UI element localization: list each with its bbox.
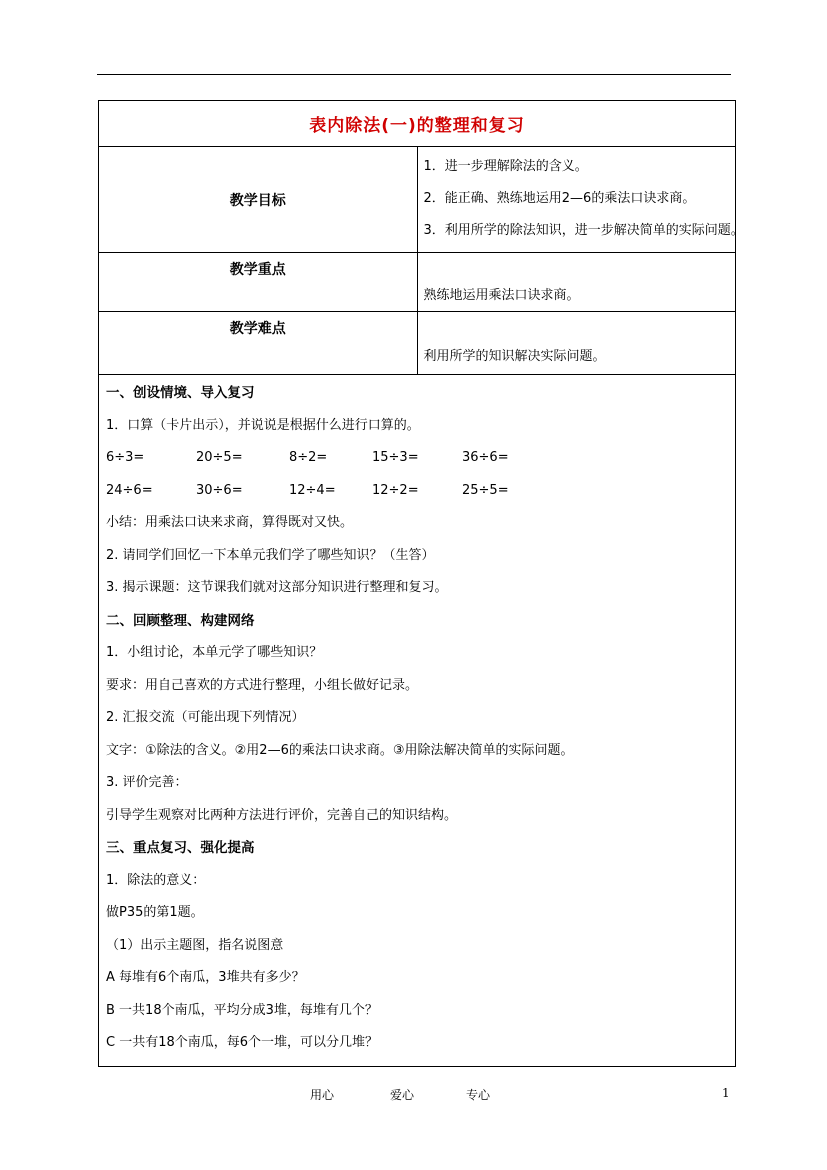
body-line: A 每堆有6个南瓜，3堆共有多少？ bbox=[106, 970, 305, 985]
calc-item: 24÷6= bbox=[106, 482, 153, 498]
lesson-body bbox=[99, 375, 736, 1067]
section-heading: 二、回顾整理、构建网络 bbox=[106, 612, 255, 629]
difficulty-label: 教学难点 bbox=[99, 312, 418, 375]
calc-item: 12÷4= bbox=[289, 482, 336, 498]
key-point-text: 熟练地运用乘法口诀求商。 bbox=[417, 253, 736, 312]
body-line: B 一共18个南瓜，平均分成3堆，每堆有几个？ bbox=[106, 1002, 378, 1018]
calc-item: 12÷2= bbox=[372, 482, 419, 498]
key-point-label: 教学重点 bbox=[99, 253, 418, 312]
header-rule bbox=[97, 74, 731, 75]
body-line: 文字：①除法的含义。②用2—6的乘法口诀求商。③用除法解决简单的实际问题。 bbox=[106, 742, 574, 758]
body-line: 3. 评价完善： bbox=[106, 775, 188, 790]
goal-item: 3．利用所学的除法知识，进一步解决简单的实际问题。 bbox=[423, 223, 744, 238]
page-number: 1 bbox=[722, 1086, 730, 1100]
calc-item: 30÷6= bbox=[196, 482, 243, 498]
body-line: 3. 揭示课题：这节课我们就对这部分知识进行整理和复习。 bbox=[106, 580, 448, 595]
difficulty-text: 利用所学的知识解决实际问题。 bbox=[417, 312, 736, 375]
goal-item: 2．能正确、熟练地运用2—6的乘法口诀求商。 bbox=[423, 191, 696, 206]
body-line: 做P35的第1题。 bbox=[106, 905, 204, 920]
body-line: 2. 汇报交流（可能出现下列情况） bbox=[106, 710, 305, 725]
lesson-title: 表内除法(一)的整理和复习 bbox=[99, 101, 736, 147]
goals-label: 教学目标 bbox=[99, 147, 418, 253]
calc-row bbox=[106, 442, 735, 475]
calc-row bbox=[106, 475, 735, 508]
footer-middle: 爱心 bbox=[390, 1088, 415, 1102]
body-line: 1．小组讨论，本单元学了哪些知识？ bbox=[106, 645, 323, 660]
section-heading: 一、创设情境、导入复习 bbox=[106, 385, 255, 401]
goals-content bbox=[417, 147, 744, 253]
body-line: 小结：用乘法口诀来求商，算得既对又快。 bbox=[106, 515, 354, 530]
goal-item: 1．进一步理解除法的含义。 bbox=[423, 159, 588, 174]
calc-item: 36÷6= bbox=[462, 450, 509, 465]
footer-right: 专心 bbox=[466, 1088, 491, 1102]
section-heading: 三、重点复习、强化提高 bbox=[106, 840, 255, 856]
calc-item: 20÷5= bbox=[196, 450, 243, 465]
body-line: 1．口算（卡片出示），并说说是根据什么进行口算的。 bbox=[106, 417, 420, 433]
calc-item: 6÷3= bbox=[106, 450, 145, 465]
calc-item: 15÷3= bbox=[372, 450, 419, 465]
calc-item: 8÷2= bbox=[289, 450, 328, 465]
body-line: C 一共有18个南瓜，每6个一堆，可以分几堆？ bbox=[106, 1035, 379, 1050]
body-line: 引导学生观察对比两种方法进行评价，完善自己的知识结构。 bbox=[106, 807, 458, 823]
calc-item: 25÷5= bbox=[462, 482, 509, 498]
body-line: 要求：用自己喜欢的方式进行整理，小组长做好记录。 bbox=[106, 677, 419, 693]
lesson-plan-table bbox=[98, 100, 744, 1067]
footer-left: 用心 bbox=[310, 1088, 335, 1102]
body-line: 1．除法的意义： bbox=[106, 872, 206, 888]
body-line: 2. 请同学们回忆一下本单元我们学了哪些知识？（生答） bbox=[106, 547, 435, 563]
body-line: （1）出示主题图，指名说图意 bbox=[106, 937, 284, 953]
